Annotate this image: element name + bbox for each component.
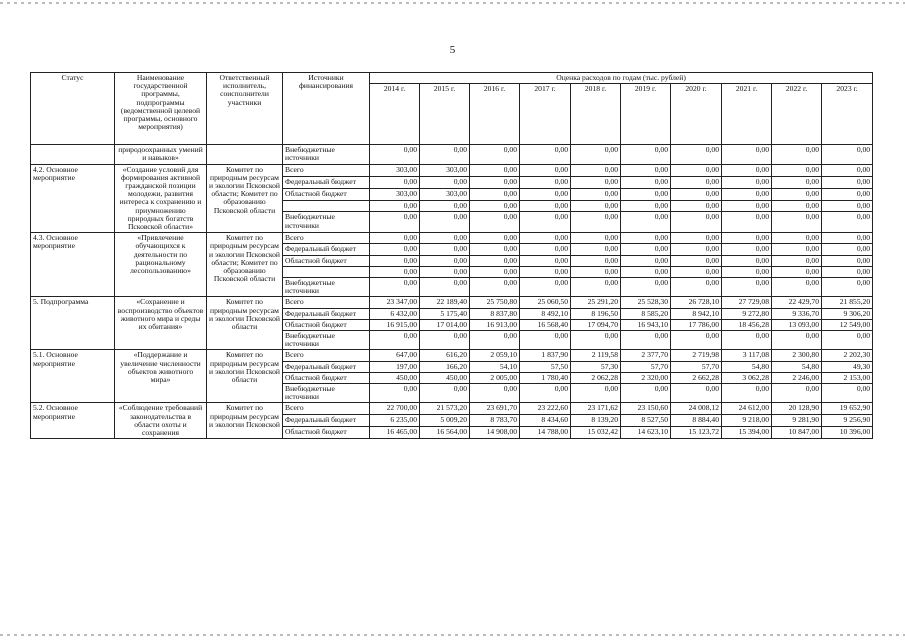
value-cell: 15 394,00 [722,427,772,439]
value-cell: 16 568,40 [520,319,571,330]
header-year: 2021 г. [722,84,772,145]
value-cell: 16 943,10 [621,319,671,330]
value-cell: 0,00 [470,244,520,255]
value-cell: 0,00 [520,233,571,244]
value-cell: 0,00 [520,176,571,188]
value-cell: 0,00 [822,188,873,200]
value-cell: 20 128,90 [772,403,822,415]
header-year: 2022 г. [772,84,822,145]
value-cell: 166,20 [420,361,470,372]
value-cell: 0,00 [470,176,520,188]
header-status: Статус [31,73,115,145]
value-cell: 197,00 [370,361,420,372]
value-cell: 13 093,00 [772,319,822,330]
value-cell: 0,00 [520,212,571,233]
status-cell: 4.3. Основное мероприятие [31,233,115,297]
header-name: Наименование государственной программы, подпрограммы (ведомственной целевой программы, основного мероприятия) [115,73,207,145]
value-cell: 0,00 [370,233,420,244]
value-cell: 0,00 [822,164,873,176]
value-cell: 0,00 [822,212,873,233]
table-row [31,233,873,244]
funding-source-cell: Федеральный бюджет [283,176,370,188]
value-cell: 0,00 [470,200,520,212]
value-cell: 0,00 [420,212,470,233]
value-cell: 0,00 [722,176,772,188]
value-cell: 22 700,00 [370,403,420,415]
value-cell: 14 788,00 [520,427,571,439]
value-cell: 27 729,08 [722,297,772,308]
value-cell: 8 527,50 [621,415,671,427]
value-cell: 0,00 [722,164,772,176]
value-cell: 0,00 [370,255,420,266]
value-cell: 0,00 [370,145,420,164]
value-cell: 57,70 [621,361,671,372]
funding-source-cell: Федеральный бюджет [283,415,370,427]
value-cell: 0,00 [420,266,470,277]
value-cell: 9 272,80 [722,308,772,319]
value-cell: 0,00 [671,200,722,212]
value-cell: 0,00 [772,233,822,244]
header-year: 2018 г. [571,84,621,145]
table-row [31,164,873,176]
value-cell: 25 528,30 [621,297,671,308]
scan-edge-top [0,2,905,4]
value-cell: 17 094,70 [571,319,621,330]
value-cell: 0,00 [520,244,571,255]
responsible-cell [207,145,283,164]
value-cell: 0,00 [621,164,671,176]
value-cell: 0,00 [671,145,722,164]
value-cell: 16 915,00 [370,319,420,330]
value-cell: 0,00 [470,278,520,297]
value-cell: 0,00 [822,331,873,350]
funding-source-cell: Всего [283,164,370,176]
value-cell: 0,00 [370,176,420,188]
value-cell: 2 202,30 [822,350,873,361]
value-cell: 0,00 [470,266,520,277]
value-cell: 616,20 [420,350,470,361]
value-cell: 0,00 [772,164,822,176]
value-cell: 0,00 [571,255,621,266]
value-cell: 0,00 [671,176,722,188]
value-cell: 0,00 [370,384,420,403]
value-cell: 303,00 [370,164,420,176]
funding-source-cell: Всего [283,233,370,244]
name-cell: природоохранных умений и навыков» [115,145,207,164]
funding-source-cell: Областной бюджет [283,427,370,439]
responsible-cell: Комитет по природным ресурсам и экологии Псковской области [207,350,283,403]
value-cell: 9 336,70 [772,308,822,319]
funding-source-cell [283,266,370,277]
value-cell: 0,00 [571,244,621,255]
value-cell: 0,00 [722,244,772,255]
value-cell: 0,00 [621,255,671,266]
value-cell: 14 908,00 [470,427,520,439]
value-cell: 5 009,20 [420,415,470,427]
value-cell: 0,00 [470,233,520,244]
value-cell: 0,00 [370,212,420,233]
value-cell: 54,80 [772,361,822,372]
value-cell: 0,00 [722,200,772,212]
value-cell: 1 780,40 [520,372,571,383]
table-row [31,350,873,361]
value-cell: 19 652,90 [822,403,873,415]
value-cell: 0,00 [520,278,571,297]
value-cell: 8 837,80 [470,308,520,319]
value-cell: 23 347,00 [370,297,420,308]
value-cell: 0,00 [671,212,722,233]
value-cell: 0,00 [470,188,520,200]
value-cell: 22 429,70 [772,297,822,308]
status-cell: 5. Подпрограмма [31,297,115,350]
header-sources: Источники финансирования [283,73,370,145]
value-cell: 0,00 [370,331,420,350]
responsible-cell: Комитет по природным ресурсам и экологии Псковской области; Комитет по образованию Псковской области [207,233,283,297]
value-cell: 0,00 [621,233,671,244]
value-cell: 8 884,40 [671,415,722,427]
value-cell: 15 032,42 [571,427,621,439]
value-cell: 8 942,10 [671,308,722,319]
value-cell: 8 139,20 [571,415,621,427]
value-cell: 8 196,50 [571,308,621,319]
value-cell: 0,00 [470,331,520,350]
responsible-cell: Комитет по природным ресурсам и экологии Псковской области; Комитет по образованию Псковской области [207,164,283,233]
value-cell: 0,00 [822,278,873,297]
value-cell: 0,00 [370,200,420,212]
value-cell: 6 432,00 [370,308,420,319]
value-cell: 2 377,70 [621,350,671,361]
value-cell: 0,00 [571,212,621,233]
value-cell: 2 059,10 [470,350,520,361]
value-cell: 0,00 [671,188,722,200]
value-cell: 16 465,00 [370,427,420,439]
header-year: 2015 г. [420,84,470,145]
funding-source-cell: Всего [283,403,370,415]
value-cell: 0,00 [571,145,621,164]
value-cell: 0,00 [571,164,621,176]
funding-source-cell: Областной бюджет [283,188,370,200]
header-responsible: Ответственный исполнитель, соисполнители участники [207,73,283,145]
funding-source-cell: Областной бюджет [283,319,370,330]
value-cell: 0,00 [772,266,822,277]
value-cell: 0,00 [722,233,772,244]
value-cell: 0,00 [420,331,470,350]
value-cell: 5 175,40 [420,308,470,319]
value-cell: 0,00 [420,255,470,266]
value-cell: 17 786,00 [671,319,722,330]
value-cell: 0,00 [671,278,722,297]
value-cell: 8 585,20 [621,308,671,319]
value-cell: 0,00 [571,176,621,188]
funding-source-cell: Федеральный бюджет [283,308,370,319]
value-cell: 22 189,40 [420,297,470,308]
value-cell: 0,00 [822,244,873,255]
value-cell: 15 123,72 [671,427,722,439]
value-cell: 0,00 [772,176,822,188]
value-cell: 0,00 [420,176,470,188]
value-cell: 9 218,00 [722,415,772,427]
value-cell: 2 320,00 [621,372,671,383]
funding-source-cell: Внебюджетные источники [283,278,370,297]
value-cell: 0,00 [621,200,671,212]
funding-source-cell: Всего [283,350,370,361]
value-cell: 57,50 [520,361,571,372]
header-year: 2016 г. [470,84,520,145]
value-cell: 18 456,28 [722,319,772,330]
value-cell: 0,00 [722,255,772,266]
value-cell: 25 750,80 [470,297,520,308]
value-cell: 0,00 [772,278,822,297]
value-cell: 21 855,20 [822,297,873,308]
value-cell: 1 837,90 [520,350,571,361]
value-cell: 54,80 [722,361,772,372]
value-cell: 0,00 [722,331,772,350]
value-cell: 23 171,62 [571,403,621,415]
value-cell: 0,00 [420,233,470,244]
value-cell: 9 306,20 [822,308,873,319]
value-cell: 49,30 [822,361,873,372]
value-cell: 0,00 [571,266,621,277]
value-cell: 0,00 [621,278,671,297]
value-cell: 0,00 [370,244,420,255]
funding-source-cell: Всего [283,297,370,308]
value-cell: 450,00 [420,372,470,383]
value-cell: 23 150,60 [621,403,671,415]
responsible-cell: Комитет по природным ресурсам и экологии Псковской [207,403,283,439]
header-year: 2017 г. [520,84,571,145]
status-cell: 4.2. Основное мероприятие [31,164,115,233]
funding-source-cell: Внебюджетные источники [283,331,370,350]
value-cell: 0,00 [621,384,671,403]
funding-source-cell: Областной бюджет [283,372,370,383]
value-cell: 0,00 [420,384,470,403]
value-cell: 0,00 [772,188,822,200]
funding-source-cell: Федеральный бюджет [283,244,370,255]
responsible-cell: Комитет по природным ресурсам и экологии Псковской области [207,297,283,350]
value-cell: 0,00 [671,266,722,277]
value-cell: 0,00 [370,266,420,277]
value-cell: 2 062,28 [571,372,621,383]
value-cell: 0,00 [520,200,571,212]
value-cell: 0,00 [822,233,873,244]
value-cell: 10 396,00 [822,427,873,439]
value-cell: 2 153,00 [822,372,873,383]
header-year: 2020 г. [671,84,722,145]
value-cell: 2 300,80 [772,350,822,361]
value-cell: 0,00 [722,188,772,200]
value-cell: 0,00 [470,212,520,233]
value-cell: 0,00 [571,233,621,244]
value-cell: 0,00 [822,384,873,403]
value-cell: 0,00 [420,278,470,297]
table-row [31,403,873,415]
value-cell: 0,00 [621,212,671,233]
value-cell: 23 222,60 [520,403,571,415]
value-cell: 0,00 [520,164,571,176]
value-cell: 0,00 [621,176,671,188]
header-row [31,73,873,84]
page-number: 5 [449,44,456,56]
value-cell: 303,00 [420,188,470,200]
value-cell: 9 256,90 [822,415,873,427]
value-cell: 2 662,28 [671,372,722,383]
value-cell: 303,00 [370,188,420,200]
value-cell: 14 623,10 [621,427,671,439]
value-cell: 10 847,00 [772,427,822,439]
name-cell: «Поддержание и увеличение численности объектов животного мира» [115,350,207,403]
value-cell: 26 728,10 [671,297,722,308]
budget-table [30,72,873,439]
funding-source-cell: Федеральный бюджет [283,361,370,372]
funding-source-cell: Внебюджетные источники [283,384,370,403]
value-cell: 0,00 [571,384,621,403]
value-cell: 0,00 [621,244,671,255]
value-cell: 0,00 [571,331,621,350]
value-cell: 0,00 [822,176,873,188]
header-year: 2023 г. [822,84,873,145]
status-cell: 5.2. Основное мероприятие [31,403,115,439]
value-cell: 0,00 [370,278,420,297]
value-cell: 0,00 [621,188,671,200]
value-cell: 303,00 [420,164,470,176]
value-cell: 0,00 [470,384,520,403]
value-cell: 0,00 [520,145,571,164]
value-cell: 8 492,10 [520,308,571,319]
table-row [31,145,873,164]
value-cell: 0,00 [470,164,520,176]
value-cell: 0,00 [671,384,722,403]
value-cell: 0,00 [470,145,520,164]
value-cell: 0,00 [822,255,873,266]
value-cell: 0,00 [520,188,571,200]
funding-source-cell: Внебюджетные источники [283,212,370,233]
header-estimate: Оценка расходов по годам (тыс. рублей) [370,73,873,84]
value-cell: 0,00 [822,266,873,277]
funding-source-cell [283,200,370,212]
value-cell: 0,00 [671,164,722,176]
value-cell: 24 008,12 [671,403,722,415]
value-cell: 0,00 [722,145,772,164]
value-cell: 0,00 [671,255,722,266]
value-cell: 0,00 [420,200,470,212]
funding-source-cell: Областной бюджет [283,255,370,266]
value-cell: 0,00 [722,266,772,277]
value-cell: 0,00 [722,384,772,403]
value-cell: 54,10 [470,361,520,372]
value-cell: 8 434,60 [520,415,571,427]
value-cell: 2 246,00 [772,372,822,383]
value-cell: 0,00 [621,145,671,164]
value-cell: 0,00 [520,266,571,277]
value-cell: 0,00 [671,331,722,350]
value-cell: 0,00 [772,244,822,255]
value-cell: 24 612,00 [722,403,772,415]
value-cell: 0,00 [772,255,822,266]
value-cell: 16 564,00 [420,427,470,439]
value-cell: 8 783,70 [470,415,520,427]
value-cell: 0,00 [571,200,621,212]
value-cell: 0,00 [722,212,772,233]
value-cell: 0,00 [520,384,571,403]
value-cell: 2 719,98 [671,350,722,361]
value-cell: 0,00 [520,331,571,350]
table-body [31,145,873,439]
value-cell: 0,00 [772,384,822,403]
value-cell: 0,00 [621,331,671,350]
value-cell: 2 119,58 [571,350,621,361]
value-cell: 0,00 [420,145,470,164]
value-cell: 0,00 [571,278,621,297]
value-cell: 57,30 [571,361,621,372]
funding-source-cell: Внебюджетные источники [283,145,370,164]
value-cell: 16 913,00 [470,319,520,330]
value-cell: 3 062,28 [722,372,772,383]
value-cell: 0,00 [772,212,822,233]
name-cell: «Создание условий для формирования активной гражданской позиции молодежи, развития интереса к сохранению и приумножению природных богатств Псковской области» [115,164,207,233]
value-cell: 0,00 [621,266,671,277]
value-cell: 3 117,08 [722,350,772,361]
scan-edge-bottom [0,634,905,636]
value-cell: 0,00 [671,244,722,255]
status-cell [31,145,115,164]
value-cell: 6 235,00 [370,415,420,427]
header-year: 2014 г. [370,84,420,145]
value-cell: 0,00 [772,145,822,164]
value-cell: 450,00 [370,372,420,383]
value-cell: 0,00 [772,200,822,212]
value-cell: 57,70 [671,361,722,372]
value-cell: 0,00 [772,331,822,350]
value-cell: 0,00 [671,233,722,244]
name-cell: «Сохранение и воспроизводство объектов животного мира и среды их обитания» [115,297,207,350]
value-cell: 0,00 [420,244,470,255]
value-cell: 647,00 [370,350,420,361]
value-cell: 9 281,90 [772,415,822,427]
name-cell: «Привлечение обучающихся к деятельности по рациональному лесопользованию» [115,233,207,297]
status-cell: 5.1. Основное мероприятие [31,350,115,403]
value-cell: 12 549,00 [822,319,873,330]
value-cell: 2 005,00 [470,372,520,383]
value-cell: 0,00 [470,255,520,266]
value-cell: 0,00 [722,278,772,297]
value-cell: 0,00 [822,145,873,164]
value-cell: 0,00 [822,200,873,212]
value-cell: 0,00 [520,255,571,266]
name-cell: «Соблюдение требований законодательства в области охоты и сохранения [115,403,207,439]
value-cell: 21 573,20 [420,403,470,415]
value-cell: 25 060,50 [520,297,571,308]
table-row [31,297,873,308]
value-cell: 0,00 [571,188,621,200]
value-cell: 23 691,70 [470,403,520,415]
value-cell: 17 014,00 [420,319,470,330]
value-cell: 25 291,20 [571,297,621,308]
header-year: 2019 г. [621,84,671,145]
